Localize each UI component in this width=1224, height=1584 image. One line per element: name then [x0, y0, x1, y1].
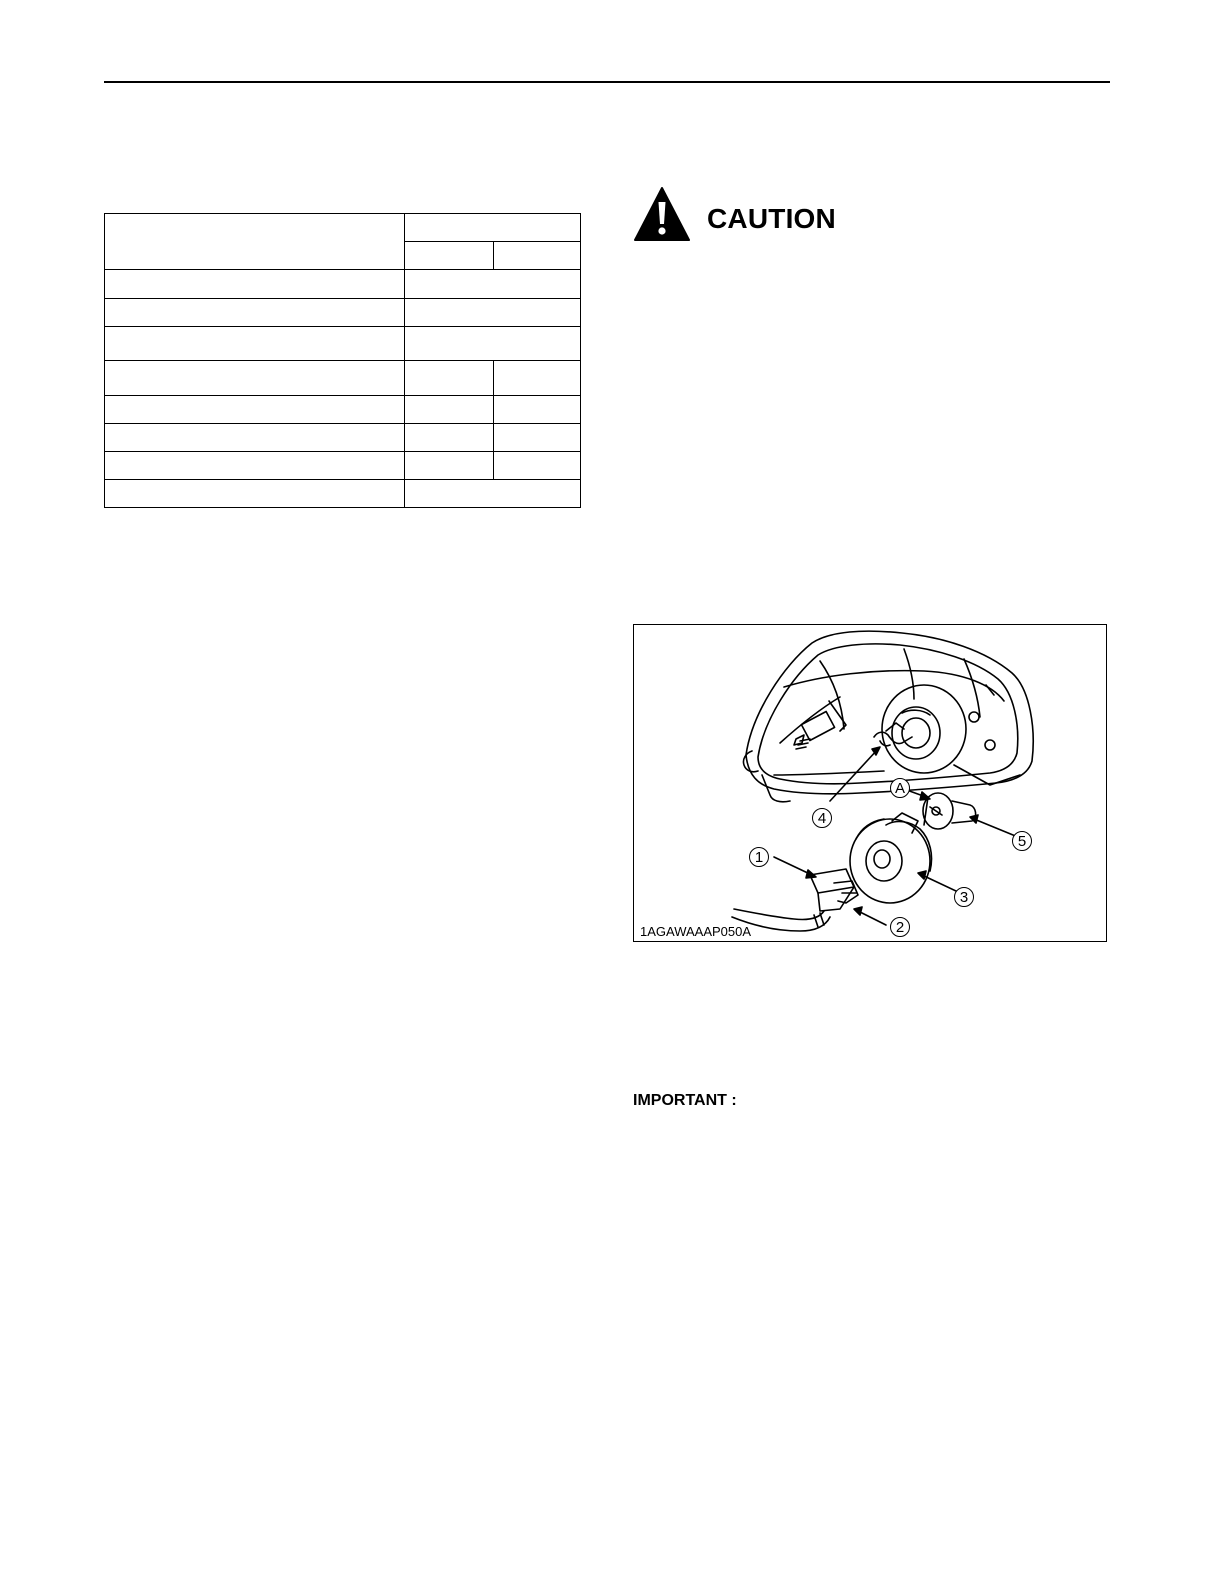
- table-cell: [105, 452, 405, 480]
- table-row: [105, 299, 581, 327]
- caution-label: CAUTION: [707, 203, 836, 234]
- table-cell: [105, 424, 405, 452]
- table-cell: [105, 480, 405, 508]
- table-cell: [494, 396, 581, 424]
- table-cell: [405, 452, 494, 480]
- table-row: [105, 270, 581, 299]
- figure-id: 1AGAWAAAP050A: [640, 924, 752, 939]
- table-row: [105, 327, 581, 361]
- caution-header: [633, 186, 836, 242]
- table-row: [105, 396, 581, 424]
- table-cell: [494, 424, 581, 452]
- table-row: [105, 424, 581, 452]
- table-row: [105, 361, 581, 396]
- table-row: [105, 452, 581, 480]
- table-cell: [494, 361, 581, 396]
- table-cell: [405, 361, 494, 396]
- table-cell: [105, 361, 405, 396]
- headlight-figure: [633, 624, 1107, 942]
- spec-table: [104, 213, 581, 508]
- table-cell: [405, 242, 494, 270]
- table-cell: [405, 299, 581, 327]
- table-cell: [105, 396, 405, 424]
- headlight-illustration: [634, 625, 1105, 940]
- warning-triangle-icon: [633, 186, 691, 242]
- table-cell: [494, 242, 581, 270]
- table-cell: [405, 214, 581, 242]
- table-cell: [105, 270, 405, 299]
- table-cell: [405, 327, 581, 361]
- table-cell: [494, 452, 581, 480]
- callout-1: 1: [749, 847, 769, 867]
- callout-3: 3: [954, 887, 974, 907]
- table-cell: [105, 327, 405, 361]
- table-cell: [105, 214, 405, 270]
- callout-5: 5: [1012, 831, 1032, 851]
- table-cell: [405, 396, 494, 424]
- table-cell: [105, 299, 405, 327]
- callout-a: A: [890, 778, 910, 798]
- important-label: IMPORTANT :: [633, 1092, 737, 1109]
- table-row: [105, 214, 581, 242]
- table-row: [105, 480, 581, 508]
- header-rule: [104, 81, 1110, 83]
- table-cell: [405, 480, 581, 508]
- table-cell: [405, 270, 581, 299]
- callout-2: 2: [890, 917, 910, 937]
- table-cell: [405, 424, 494, 452]
- callout-4: 4: [812, 808, 832, 828]
